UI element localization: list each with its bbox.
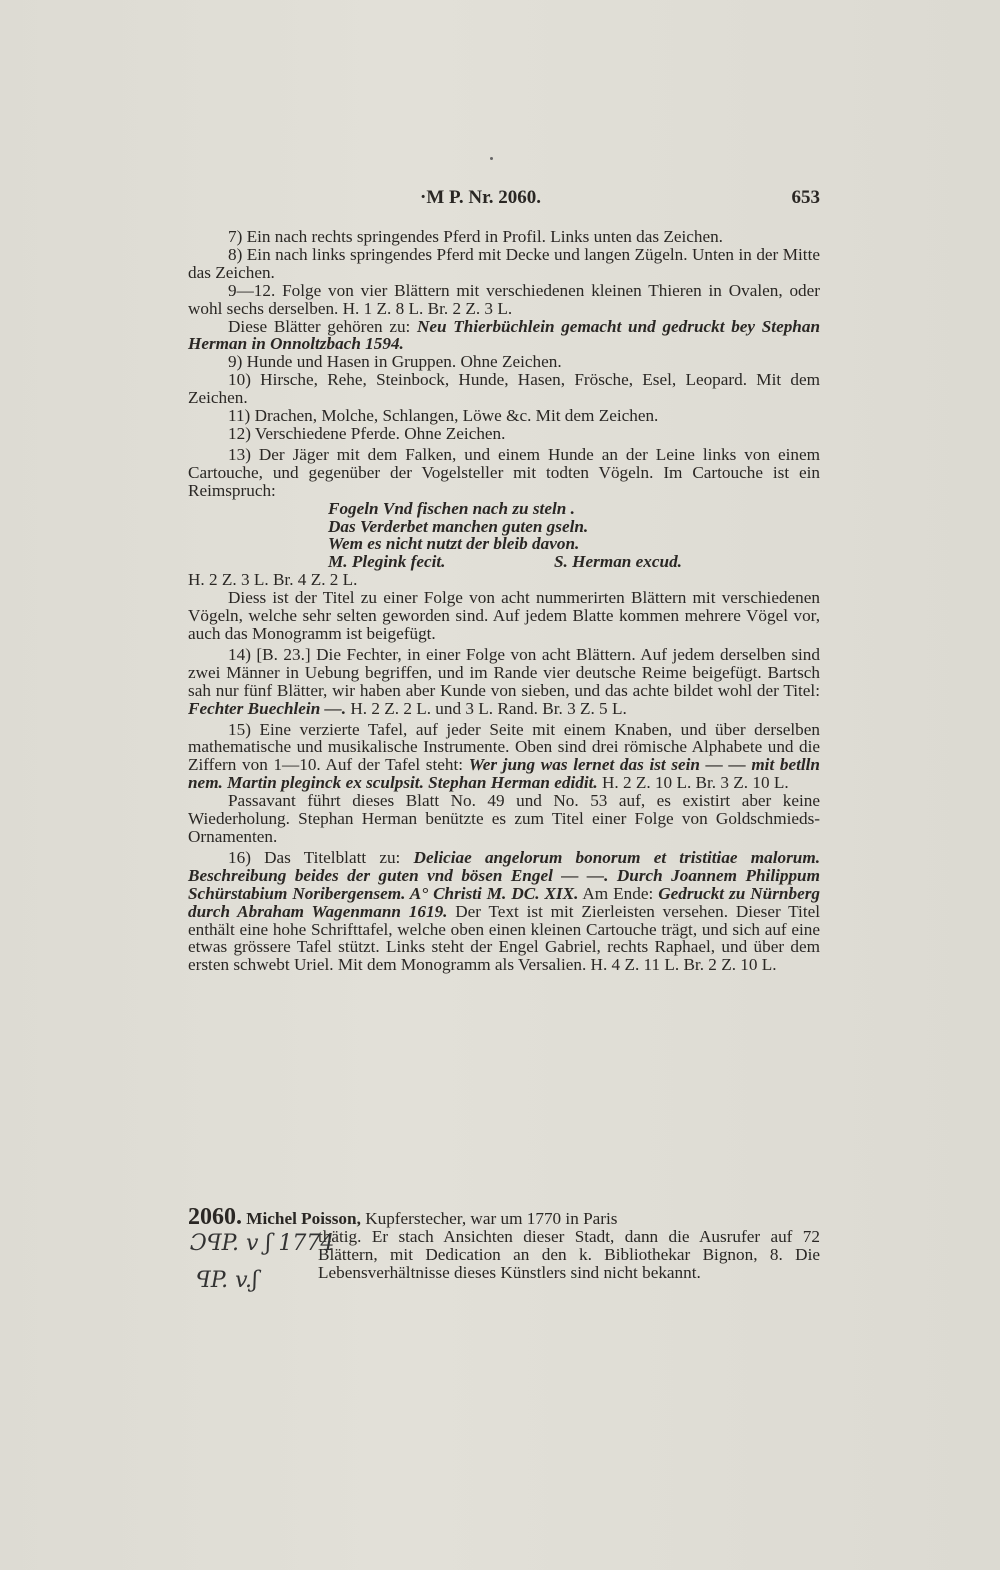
entry-9: 9) Hunde und Hasen in Gruppen. Ohne Zeichen. — [228, 352, 562, 372]
entry-2060-headline — [188, 1204, 820, 1230]
entry-number: 2060. — [188, 1204, 242, 1230]
note-title-italic: Neu Thierbüchlein gemacht und gedruckt bey Stephan Herman in Onnoltzbach 1594. — [188, 316, 820, 354]
entry-15-note: Passavant führt dieses Blatt No. 49 und No. 53 auf, es existirt aber keine Wiederholung. Stephan Herman benützte es zum Titel einer Folge von Goldschmieds-Ornamenten. — [188, 791, 820, 846]
header-title: ·M P. Nr. 2060. — [420, 187, 542, 208]
entry-16-title: Deliciae angelorum bonorum et tristitiae malorum. Beschreibung beides der guten vnd bösen Engel — —. Durch Joannem Philippum Schürstabium Noribergensem. A° Christi M. DC. XIX. — [188, 847, 820, 903]
entry-8: 8) Ein nach links springendes Pferd mit Decke und langen Zügeln. Unten in der Mitte das Zeichen. — [188, 244, 820, 282]
signature-left: M. Plegink fecit. — [328, 552, 446, 572]
entry-7: 7) Ein nach rechts springendes Pferd in Profil. Links unten das Zeichen. — [228, 227, 723, 246]
signature-line — [188, 553, 820, 571]
printer-dot-mark — [490, 157, 493, 160]
entry-9-12-note — [188, 318, 820, 354]
entry-10: 10) Hirsche, Rehe, Steinbock, Hunde, Hasen, Frösche, Esel, Leopard. Mit dem Zeichen. — [188, 370, 820, 408]
page-number: 653 — [791, 187, 820, 208]
monogram-2: ꟼP. v.ʃ — [196, 1268, 258, 1293]
entry-13-dimensions: H. 2 Z. 3 L. Br. 4 Z. 2 L. — [188, 570, 358, 590]
entry-2060-text: thätig. Er stach Ansichten dieser Stadt, dann die Ausrufer auf 72 Blättern, mit Dedication an den k. Bibliothekar Bignon, 8. Die Lebensverhältnisse dieses Künstlers sind nicht bekannt. — [318, 1227, 820, 1282]
verse-line-3: Wem es nicht nutzt der bleib davon. — [328, 534, 580, 554]
entry-13: 13) Der Jäger mit dem Falken, und einem Hunde an der Leine links von einem Cartouche, und gegenüber der Vogelsteller mit todten Vögeln. Im Cartouche ist ein Reimspruch: — [188, 444, 820, 500]
artist-name: Michel Poisson, — [246, 1209, 361, 1228]
entry-9-12: 9—12. Folge von vier Blättern mit verschiedenen kleinen Thieren in Ovalen, oder wohl sechs derselben. H. 1 Z. 8 L. Br. 2 Z. 3 L. — [188, 280, 820, 318]
entry-15: 15) Eine verzierte Tafel, auf jeder Seite mit einem Knaben, und über derselben mathematische und musikalische Instrumente. Oben sind drei römische Alphabete und die Ziffern von 1—10. Auf der Tafel steht: Wer jung was lernet das ist sein — — mit betlln nem. Martin pleginck ex sculpsit. Stephan Herman edidit. H. 2 Z. 10 L. Br. 3 Z. 10 L. — [188, 719, 820, 793]
entry-14: 14) [B. 23.] Die Fechter, in einer Folge von acht Blättern. Auf jedem derselben sind zwei Männer in Uebung begriffen, und im Rande vier deutsche Reime beigefügt. Bartsch sah nur fünf Blätter, wir haben aber Kunde von sieben, und das achte bildet wohl der Titel: Fechter Buechlein —. H. 2 Z. 2 L. und 3 L. Rand. Br. 3 Z. 5 L. — [188, 644, 820, 718]
verse-line-2: Das Verderbet manchen guten gseln. — [328, 516, 589, 536]
entry-13-note: Diess ist der Titel zu einer Folge von acht nummerirten Blättern mit verschiedenen Vögeln, welche sehr selten geworden sind. Auf jedem Blatte kommen mehrere Vögel vor, auch das Monogramm ist beigefügt. — [188, 588, 820, 644]
entry-14-title: Fechter Buechlein —. — [188, 698, 347, 718]
entry-2060-line1: Kupferstecher, war um 1770 in Paris — [360, 1209, 618, 1228]
note-lead: Diese Blätter gehören zu: — [228, 316, 418, 336]
entry-11: 11) Drachen, Molche, Schlangen, Löwe &c. Mit dem Zeichen. — [228, 406, 659, 426]
monogram-1: ƆꟼP. v ʃ 1774 — [190, 1231, 335, 1256]
body-text — [188, 228, 820, 974]
verse-line-1: Fogeln Vnd fischen nach zu steln . — [328, 498, 575, 518]
entry-16-imprint: Gedruckt zu Nürnberg durch Abraham Wagenmann 1619. — [188, 883, 820, 921]
entry-12: 12) Verschiedene Pferde. Ohne Zeichen. — [228, 423, 506, 443]
signature-right: S. Herman excud. — [554, 552, 682, 572]
entry-16: 16) Das Titelblatt zu: Deliciae angelorum bonorum et tristitiae malorum. Beschreibung beides der guten vnd bösen Engel — —. Durch Joannem Philippum Schürstabium Noribergensem. A° Christi M. DC. XIX. Am Ende: Gedruckt zu Nürnberg durch Abraham Wagenmann 1619. Der Text ist mit Zierleisten versehen. Dieser Titel enthält eine hohe Schrifttafel, welche oben einen kleinen Cartouche trägt, und sich auf eine etwas grössere Tafel stützt. Links steht der Engel Gabriel, rechts Raphael, und über dem ersten schwebt Uriel. Mit dem Monogramm als Versalien. H. 4 Z. 11 L. Br. 2 Z. 10 L. — [188, 847, 821, 975]
entry-15-inscription: Wer jung was lernet das ist sein — — mit betlln nem. Martin pleginck ex sculpsit. Stephan Herman edidit. — [188, 755, 820, 793]
running-header — [188, 187, 820, 211]
